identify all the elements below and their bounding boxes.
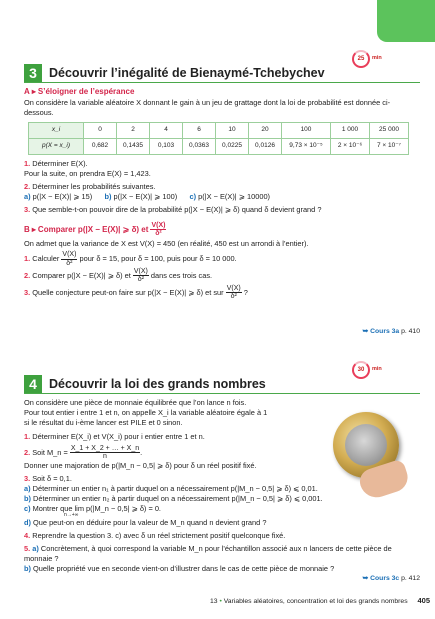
chapter-title: Variables aléatoires, concentration et loi des grands nombres	[223, 598, 408, 605]
subquestion-label: b)	[24, 493, 31, 503]
triangle-icon: ▸	[31, 87, 36, 96]
exercise-number: 4	[24, 375, 42, 393]
table-cell: 100	[282, 122, 331, 138]
table-cell: 6	[183, 122, 216, 138]
chapter-number: 13	[210, 598, 218, 605]
table-cell: 0	[84, 122, 117, 138]
timer-unit: min	[372, 55, 382, 62]
table-cell: 25 000	[370, 122, 409, 138]
table-row	[29, 122, 409, 138]
intro-text: On considère une pièce de monnaie équilibrée que l’on lance n fois.	[24, 398, 247, 407]
fraction-numerator: X_1 + X_2 + … + X_n	[70, 444, 140, 452]
timer-value: 30	[357, 366, 365, 373]
exercise-title: Découvrir la loi des grands nombres	[49, 377, 266, 391]
question-number: 2.	[24, 181, 31, 191]
bullet-icon: •	[219, 598, 222, 605]
part-title: S’éloigner de l’espérance	[37, 87, 135, 96]
subquestion-text: Concrètement, à quoi correspond la variable M_n pour l’échantillon associé aux n lancers de cette pièce de monnaie ?	[24, 544, 392, 564]
fraction-denominator: δ²	[155, 230, 162, 238]
fraction	[133, 268, 149, 284]
arrow-icon: ➥	[362, 575, 369, 582]
table-cell: 0,0126	[249, 138, 282, 154]
timer-value: 25	[357, 55, 365, 62]
part-label: B	[24, 224, 30, 234]
page-number: 405	[417, 596, 431, 605]
subquestion-text: Déterminer un entier n₂ à partir duquel on a nécessairement p(|M_n − 0,5| ⩾ δ) ⩽ 0,001.	[33, 493, 323, 503]
question-text: Donner une majoration de p(|M_n − 0,5| ⩾ δ) pour δ un réel positif fixé.	[24, 460, 257, 470]
page-ref: p. 412	[401, 575, 420, 582]
question-text: Quelle conjecture peut-on faire sur p(|X − E(X)| ⩾ δ) et sur	[32, 287, 224, 297]
part-title: Comparer p(|X − E(X)| ⩾ δ) et	[37, 224, 149, 234]
subquestion-text: Quelle propriété vue en seconde vient-on d’illustrer dans le cas de cette pièce de monnaie ?	[33, 564, 335, 574]
fraction-numerator: V(X)	[133, 268, 148, 276]
intro-text: On admet que la variance de X est V(X) = 450 (en réalité, 450 est un arrondi à l’entier).	[24, 239, 309, 249]
subquestion-text: p(|X − E(X)| ⩾ 15)	[32, 191, 93, 201]
question-text: Déterminer E(X).	[32, 158, 88, 168]
question-number: 3.	[24, 204, 31, 214]
subquestion-text: Déterminer un entier n₁ à partir duquel on a nécessairement p(|M_n − 0,5| ⩾ δ) ⩽ 0,01.	[32, 483, 318, 493]
subquestion-text: Montrer que lim p(|M_n − 0,5| ⩾ δ) = 0.	[32, 503, 161, 513]
fraction-numerator: V(X)	[151, 221, 166, 229]
fraction-denominator: δ²	[137, 276, 144, 284]
subquestion-label: b)	[24, 564, 31, 574]
fraction-denominator: n	[103, 453, 107, 461]
exercise-title: Découvrir l’inégalité de Bienaymé-Tchebychev	[49, 66, 325, 80]
fraction-denominator: δ²	[230, 293, 237, 301]
question-number: 3.	[24, 287, 31, 297]
question-number: 1.	[24, 254, 31, 264]
subquestion-label: c)	[189, 191, 197, 201]
question-number: 4.	[24, 531, 31, 541]
subquestion-label: c)	[24, 503, 31, 513]
question-text: Déterminer les probabilités suivantes.	[32, 181, 156, 191]
course-reference[interactable]	[363, 327, 420, 336]
table-cell: 0,0363	[183, 138, 216, 154]
subquestion-label: a)	[24, 191, 31, 201]
fraction	[70, 444, 143, 461]
subquestion-text: Que peut-on en déduire pour la valeur de M_n quand n devient grand ?	[33, 518, 267, 528]
course-reference[interactable]	[363, 574, 420, 583]
table-row	[29, 138, 409, 154]
table-cell: 0,682	[84, 138, 117, 154]
corner-tab	[377, 0, 435, 42]
question-text: Comparer p(|X − E(X)| ⩾ δ) et	[32, 270, 131, 280]
subquestion-text: p(|X − E(X)| ⩾ 10000)	[198, 191, 271, 201]
fraction	[61, 251, 77, 267]
question-number: 2.	[24, 270, 31, 280]
arrow-icon: ➥	[362, 328, 369, 335]
question-text: Soit M_n =	[32, 447, 68, 457]
question-text: Que semble-t-on pouvoir dire de la probabilité p(|X − E(X)| ⩾ δ) quand δ devient grand ?	[32, 204, 322, 214]
course-link[interactable]: Cours 3c	[370, 575, 400, 582]
table-cell: x_i	[29, 122, 84, 138]
table-cell: 0,103	[150, 138, 183, 154]
exercise-3-body	[24, 87, 416, 300]
exercise-3-header	[24, 64, 420, 83]
course-link[interactable]: Cours 3a	[370, 328, 400, 335]
question-text: Pour la suite, on prendra E(X) = 1,423.	[24, 168, 151, 178]
subquestion-label: a)	[32, 544, 39, 554]
fraction	[150, 222, 166, 238]
table-cell: 0,1435	[117, 138, 150, 154]
intro-text: Pour tout entier i entre 1 et n, on appelle X_i la variable aléatoire égale à 1	[24, 407, 268, 417]
fraction-numerator: V(X)	[226, 284, 241, 292]
exercise-4-body	[24, 398, 416, 574]
question-number: 1.	[24, 431, 31, 441]
exercise-4-header	[24, 375, 420, 394]
fraction-numerator: V(X)	[62, 251, 77, 259]
intro-text: si le résultat du i-ème lancer est PILE et 0 sinon.	[24, 417, 183, 427]
table-cell: 0,0225	[216, 138, 249, 154]
subquestion-label: d)	[24, 518, 31, 528]
fraction	[226, 285, 242, 301]
question-number: 2.	[24, 447, 31, 457]
exercise-number: 3	[24, 64, 42, 82]
page-footer	[210, 596, 430, 606]
subquestion-label: b)	[104, 191, 112, 201]
question-text: .	[140, 447, 143, 457]
question-text: ?	[243, 287, 248, 297]
table-cell: p(X = x_i)	[29, 138, 84, 154]
table-cell: 4	[150, 122, 183, 138]
table-cell: 10	[216, 122, 249, 138]
question-text: Déterminer E(X_i) et V(X_i) pour i entier entre 1 et n.	[32, 431, 205, 441]
probability-table	[28, 122, 409, 155]
table-cell: 1 000	[331, 122, 370, 138]
question-text: dans ces trois cas.	[150, 270, 213, 280]
question-number: 5.	[24, 544, 31, 554]
table-cell: 2 × 10⁻⁶	[331, 138, 370, 154]
table-cell: 7 × 10⁻⁷	[370, 138, 409, 154]
part-label: A	[24, 87, 30, 96]
timer-unit: min	[372, 366, 382, 373]
subquestion-text: p(|X − E(X)| ⩾ 100)	[113, 191, 178, 201]
triangle-icon: ▸	[31, 224, 36, 234]
table-cell: 2	[117, 122, 150, 138]
subquestion-label: a)	[24, 483, 31, 493]
question-number: 3.	[24, 473, 31, 483]
limit-subscript: n→+∞	[64, 511, 79, 518]
table-cell: 20	[249, 122, 282, 138]
page-ref: p. 410	[401, 328, 420, 335]
question-text: Soit δ = 0,1.	[32, 473, 72, 483]
question-text: pour δ = 15, pour δ = 100, puis pour δ = 10 000.	[79, 254, 237, 264]
question-text: Calculer	[32, 254, 60, 264]
question-text: Reprendre la question 3. c) avec δ un réel strictement positif quelconque fixé.	[32, 531, 286, 541]
table-cell: 9,73 × 10⁻⁵	[282, 138, 331, 154]
question-number: 1.	[24, 158, 31, 168]
fraction-denominator: δ²	[66, 259, 73, 267]
intro-text: On considère la variable aléatoire X donnant le gain à un jeu de grattage dont la loi de probabilité est donnée ci-dessous.	[24, 97, 391, 117]
